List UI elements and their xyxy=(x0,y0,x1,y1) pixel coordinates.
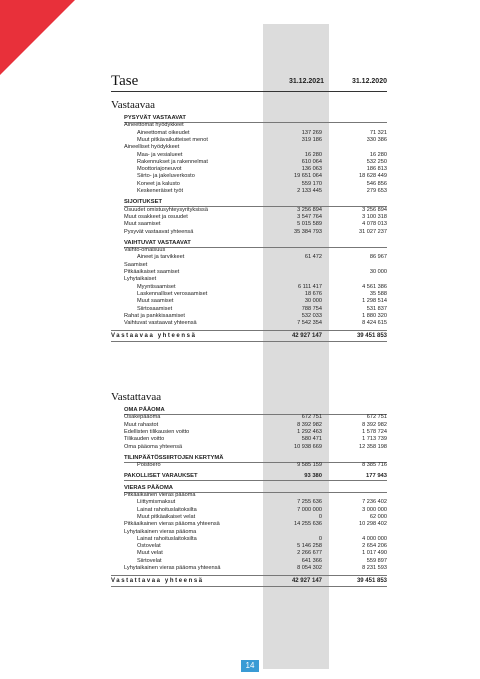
value-2020: 279 653 xyxy=(366,188,387,194)
row-label: Pitkäaikainen vieras pääoma xyxy=(124,492,196,498)
row-label: Lyhytaikaiset xyxy=(124,276,157,283)
value-2020: 71 321 xyxy=(369,129,387,136)
value-2021: 1 292 463 xyxy=(297,428,322,435)
value-2020: 4 000 000 xyxy=(362,535,387,542)
value-2020: 18 628 449 xyxy=(359,173,387,180)
value-2021: 137 269 xyxy=(301,129,322,136)
value-2020: 8 424 615 xyxy=(362,320,387,327)
value-2020: 1 017 490 xyxy=(362,550,387,557)
value-2020: 8 385 716 xyxy=(362,462,387,469)
row-label: Aineelliset hyödykkeet xyxy=(124,144,180,151)
row-label: Muut velat xyxy=(137,550,163,557)
row-label: VAIHTUVAT VASTAAVAT xyxy=(124,239,191,246)
row-label: Muut saamiset xyxy=(124,221,161,228)
table-row xyxy=(124,564,387,572)
value-2021: 319 186 xyxy=(301,136,322,143)
value-2020: 30 000 xyxy=(369,269,387,275)
column-header-2021: 31.12.2021 xyxy=(288,78,324,85)
value-2021: 672 751 xyxy=(301,414,322,421)
row-label: Siirto- ja jakeluverkosto xyxy=(137,173,195,180)
value-2021: 0 xyxy=(318,535,322,542)
row-label: Lyhytaikainen vieras pääoma xyxy=(124,528,197,535)
row-label: Vaihtuvat vastaavat yhteensä xyxy=(124,320,197,327)
table-row xyxy=(124,228,387,236)
row-label: OMA PÄÄOMA xyxy=(124,407,165,413)
value-2021: 5 146 258 xyxy=(297,543,322,550)
row-label: Oma pääoma yhteensä xyxy=(124,443,183,450)
table-row xyxy=(124,443,387,451)
value-2020: 8 392 982 xyxy=(362,421,387,428)
value-2021: 136 063 xyxy=(301,166,322,173)
table-row xyxy=(124,187,387,195)
value-2020: 531 837 xyxy=(366,305,387,312)
value-2021: 3 256 894 xyxy=(297,206,322,213)
grand-total-2021: 42 927 147 xyxy=(291,578,322,585)
grand-total-label: Vastattavaa yhteensä xyxy=(111,578,204,585)
value-2020: 12 358 198 xyxy=(359,443,387,450)
value-2020: 186 813 xyxy=(366,166,387,173)
section-title-assets: Vastaavaa xyxy=(111,99,155,111)
total-bottom-rule xyxy=(111,586,387,587)
total-top-rule xyxy=(111,575,387,576)
value-2021: 7 542 354 xyxy=(297,320,322,327)
value-2021: 5 015 589 xyxy=(297,221,322,228)
grand-total-row xyxy=(111,577,387,585)
row-label: Myyntisaamiset xyxy=(137,283,176,290)
table-row xyxy=(124,461,387,469)
value-2020: 1 713 739 xyxy=(362,436,387,443)
value-2021: 14 255 636 xyxy=(294,521,322,528)
grand-total-label: Vastaavaa yhteensä xyxy=(111,333,197,340)
value-2020: 10 298 402 xyxy=(359,521,387,528)
row-label: Pitkäaikainen vieras pääoma yhteensä xyxy=(124,521,220,528)
table-row xyxy=(124,472,387,480)
value-2021: 559 170 xyxy=(301,180,322,187)
group-underline xyxy=(124,480,387,481)
section-title-liabilities: Vastattavaa xyxy=(111,391,162,403)
value-2020: 62 000 xyxy=(369,513,387,520)
row-label: Muut pitkäaikaiset velat xyxy=(137,513,196,520)
value-2021: 6 111 417 xyxy=(297,283,322,290)
value-2021: 2 133 445 xyxy=(297,188,322,194)
value-2021: 9 585 159 xyxy=(297,462,322,469)
grand-total-2020: 39 451 853 xyxy=(356,578,387,585)
value-2021: 30 000 xyxy=(304,298,322,305)
grand-total-2020: 39 451 853 xyxy=(356,333,387,340)
total-bottom-rule xyxy=(111,341,387,342)
value-2020: 672 751 xyxy=(366,414,387,421)
value-2021: 16 280 xyxy=(304,151,322,158)
row-label: Keskeneräiset työt xyxy=(137,188,184,194)
row-label: Saamiset xyxy=(124,261,148,268)
page-title: Tase xyxy=(111,73,139,89)
corner-decoration xyxy=(0,0,75,75)
value-2020: 8 231 593 xyxy=(362,565,387,571)
row-label: Liittymismaksut xyxy=(137,499,176,506)
value-2021: 35 384 793 xyxy=(294,228,322,235)
value-2020: 546 856 xyxy=(366,180,387,187)
value-2021: 8 392 982 xyxy=(297,421,322,428)
value-2020: 4 561 386 xyxy=(362,283,387,290)
value-2020: 3 256 894 xyxy=(362,206,387,213)
value-2020: 1 298 514 xyxy=(362,298,387,305)
value-2020: 532 250 xyxy=(366,158,387,165)
value-2021: 10 938 669 xyxy=(294,443,322,450)
row-label: SIJOITUKSET xyxy=(124,199,163,206)
value-2020: 35 588 xyxy=(369,290,387,297)
value-2021: 610 064 xyxy=(301,158,322,165)
row-label: Siirtosaamiset xyxy=(137,305,173,312)
value-2020: 177 943 xyxy=(366,473,387,480)
value-2020: 86 967 xyxy=(369,254,387,261)
value-2020: 330 386 xyxy=(366,136,387,143)
row-label: TILINPÄÄTÖSSIIRTOJEN KERTYMÄ xyxy=(124,454,224,461)
grand-total-row xyxy=(111,332,387,340)
row-label: Muut osakkeet ja osuudet xyxy=(124,213,188,220)
row-label: Osuudet omistusyhteysyrityksissä xyxy=(124,206,208,213)
value-2021: 532 033 xyxy=(301,312,322,319)
row-label: Pitkäaikaiset saamiset xyxy=(124,269,180,275)
value-2020: 4 078 013 xyxy=(362,221,387,228)
value-2021: 7 255 636 xyxy=(297,499,322,506)
grand-total-2021: 42 927 147 xyxy=(291,333,322,340)
value-2021: 61 472 xyxy=(304,254,322,261)
row-label: Muut rahastot xyxy=(124,421,159,428)
value-2021: 18 676 xyxy=(304,290,322,297)
row-label: Aineettomat hyödykkeet xyxy=(124,122,184,129)
value-2020: 16 280 xyxy=(369,151,387,158)
row-label: Aineet ja tarvikkeet xyxy=(137,254,185,261)
row-label: Rakennukset ja rakennelmat xyxy=(137,158,208,165)
value-2020: 3 000 000 xyxy=(362,506,387,513)
row-label: Edellisten tilikausien voitto xyxy=(124,428,190,435)
header-rule xyxy=(111,91,387,92)
row-label: Koneet ja kalusto xyxy=(137,180,180,187)
total-top-rule xyxy=(111,330,387,331)
row-label: PYSYVÄT VASTAAVAT xyxy=(124,115,186,121)
row-label: Laskennalliset verosaamiset xyxy=(137,290,208,297)
row-label: Pysyvät vastaavat yhteensä xyxy=(124,228,194,235)
value-2021: 8 054 302 xyxy=(297,565,322,571)
row-label: Lainat rahoituslaitoksilta xyxy=(137,535,197,542)
value-2021: 641 366 xyxy=(301,557,322,564)
row-label: Aineettomat oikeudet xyxy=(137,129,190,136)
row-label: Tilikauden voitto xyxy=(124,436,165,443)
value-2020: 31 027 237 xyxy=(359,228,387,235)
value-2020: 1 578 724 xyxy=(362,428,387,435)
value-2021: 3 547 764 xyxy=(297,213,322,220)
column-header-2020: 31.12.2020 xyxy=(351,78,387,85)
value-2020: 559 897 xyxy=(366,557,387,564)
row-label: Lainat rahoituslaitoksilta xyxy=(137,506,197,513)
row-label: Ostovelat xyxy=(137,543,161,550)
row-label: Moottoriajoneuvot xyxy=(137,166,182,173)
value-2021: 19 651 064 xyxy=(294,173,322,180)
table-row xyxy=(124,319,387,327)
value-2020: 1 880 320 xyxy=(362,312,387,319)
page-number: 14 xyxy=(241,660,259,672)
value-2021: 2 266 677 xyxy=(297,550,322,557)
row-label: Rahat ja pankkisaamiset xyxy=(124,312,185,319)
value-2020: 2 654 206 xyxy=(362,543,387,550)
value-2021: 788 754 xyxy=(301,305,322,312)
value-2020: 3 100 318 xyxy=(362,213,387,220)
row-label: Muut pitkävaikutteiset menot xyxy=(137,136,208,143)
row-label: Osakepääoma xyxy=(124,414,161,421)
row-label: VIERAS PÄÄOMA xyxy=(124,484,173,491)
row-label: PAKOLLISET VARAUKSET xyxy=(124,473,198,480)
value-2021: 580 471 xyxy=(301,436,322,443)
value-2020: 7 236 402 xyxy=(362,499,387,506)
row-label: Maa- ja vesialueet xyxy=(137,151,183,158)
value-2021: 0 xyxy=(318,513,322,520)
row-label: Muut saamiset xyxy=(137,298,174,305)
row-label: Poistoero xyxy=(137,462,161,469)
value-2021: 7 000 000 xyxy=(297,506,322,513)
row-label: Siirtovelat xyxy=(137,557,162,564)
value-2021: 93 380 xyxy=(304,473,322,480)
row-label: Vaihto-omaisuus xyxy=(124,247,166,254)
row-label: Lyhytaikainen vieras pääoma yhteensä xyxy=(124,565,221,571)
